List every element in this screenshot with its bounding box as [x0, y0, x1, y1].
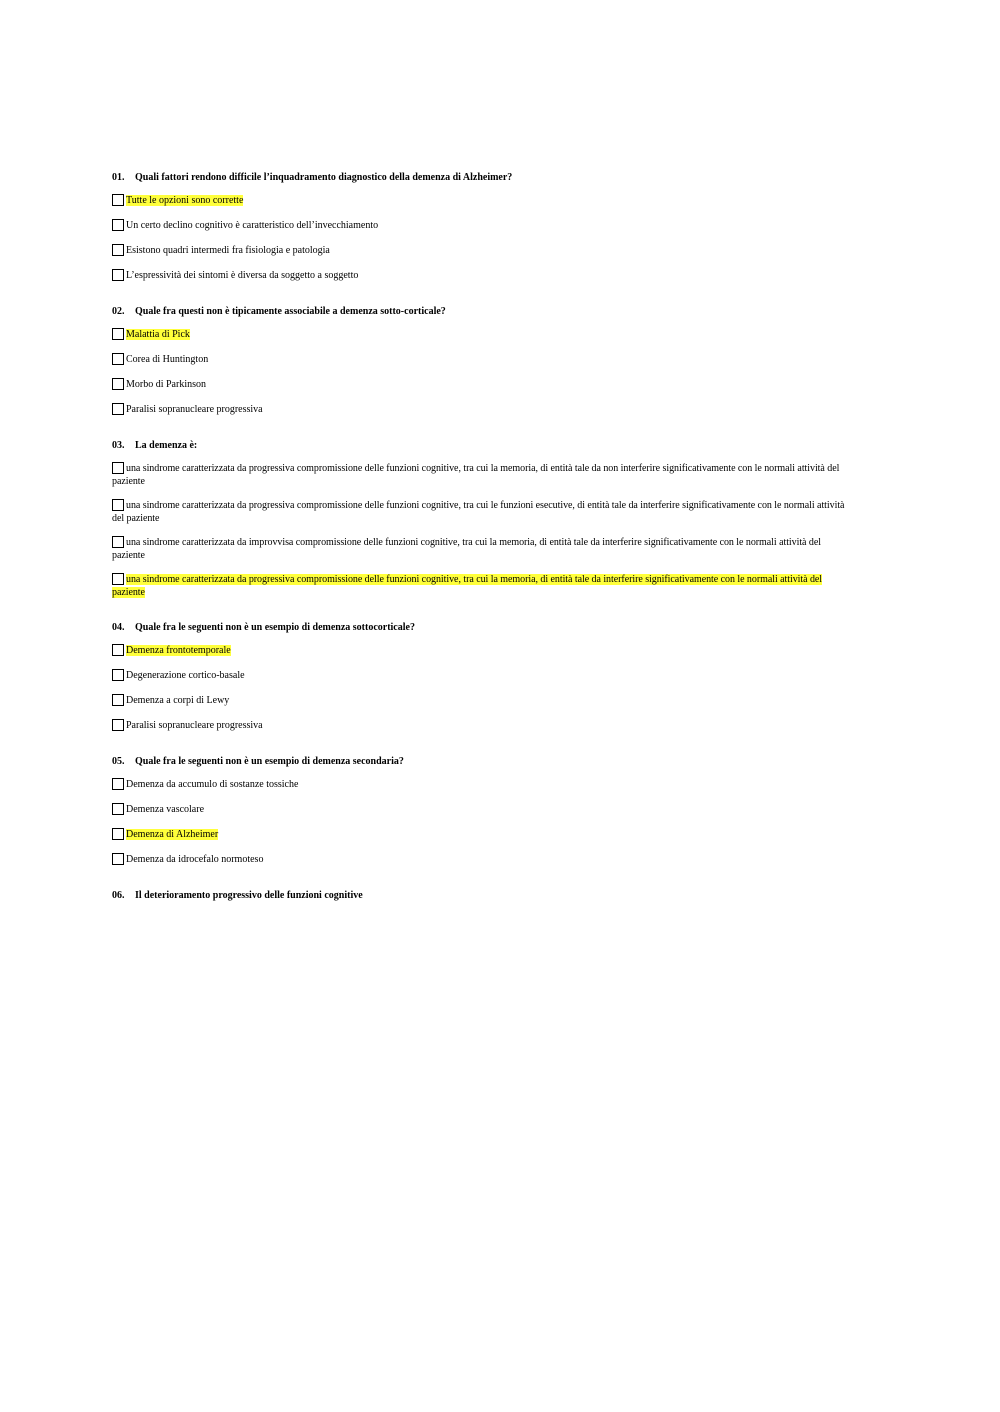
answer-option[interactable]: [112, 694, 852, 708]
answer-checkbox[interactable]: [112, 194, 124, 206]
question-01: [112, 171, 852, 283]
answer-text: una sindrome caratterizzata da improvvisa compromissione delle funzioni cognitive, tra cui la memoria, di entità tale da interferire significativamente con le normali attività del paziente: [112, 537, 821, 561]
answer-option[interactable]: [112, 803, 852, 817]
answer-text-highlighted: Malattia di Pick: [126, 329, 190, 340]
answer-checkbox[interactable]: [112, 719, 124, 731]
answer-option[interactable]: [112, 269, 852, 283]
answer-option[interactable]: [112, 378, 852, 392]
question-number: 05.: [112, 756, 125, 767]
answer-checkbox[interactable]: [112, 694, 124, 706]
answer-text: Corea di Huntington: [126, 354, 209, 365]
answer-option[interactable]: [112, 778, 852, 792]
answer-option[interactable]: [112, 853, 852, 867]
answer-text: Esistono quadri intermedi fra fisiologia e patologia: [126, 245, 330, 256]
answer-text: Demenza vascolare: [126, 804, 205, 815]
answer-checkbox[interactable]: [112, 669, 124, 681]
answer-option[interactable]: [112, 719, 852, 733]
answer-text: Degenerazione cortico-basale: [126, 670, 245, 681]
answer-checkbox[interactable]: [112, 328, 124, 340]
answer-checkbox[interactable]: [112, 353, 124, 365]
question-text: Il deterioramento progressivo delle funzioni cognitive: [135, 890, 363, 901]
answer-option[interactable]: [112, 669, 852, 683]
question-title: [112, 621, 852, 635]
question-03: [112, 439, 852, 599]
answer-checkbox[interactable]: [112, 573, 124, 585]
answer-text: Demenza da accumulo di sostanze tossiche: [126, 779, 299, 790]
answer-option[interactable]: [112, 353, 852, 367]
question-05: [112, 755, 852, 867]
answer-option[interactable]: [112, 244, 852, 258]
answer-text: Paralisi sopranucleare progressiva: [126, 404, 263, 415]
answer-text: Un certo declino cognitivo è caratteristico dell’invecchiamento: [126, 220, 379, 231]
answer-text: Demenza da idrocefalo normoteso: [126, 854, 264, 865]
answer-checkbox[interactable]: [112, 644, 124, 656]
question-number: 03.: [112, 440, 125, 451]
answer-text-highlighted: una sindrome caratterizzata da progressiva compromissione delle funzioni cognitive, tra cui la memoria, di entità tale da interferire significativamente con le normali attività del paziente: [112, 574, 823, 598]
question-title: [112, 439, 852, 453]
answer-text-highlighted: Demenza frontotemporale: [126, 645, 231, 656]
answer-checkbox[interactable]: [112, 269, 124, 281]
question-number: 06.: [112, 890, 125, 901]
answer-option[interactable]: [112, 644, 852, 658]
document-page: [112, 171, 852, 925]
answer-text-highlighted: Demenza di Alzheimer: [126, 829, 219, 840]
answer-option[interactable]: [112, 499, 852, 525]
answer-checkbox[interactable]: [112, 244, 124, 256]
answer-text-highlighted: Tutte le opzioni sono corrette: [126, 195, 244, 206]
question-number: 01.: [112, 172, 125, 183]
answer-checkbox[interactable]: [112, 403, 124, 415]
answer-option[interactable]: [112, 828, 852, 842]
answer-checkbox[interactable]: [112, 853, 124, 865]
question-text: Quale fra questi non è tipicamente associabile a demenza sotto-corticale?: [135, 306, 446, 317]
answer-checkbox[interactable]: [112, 462, 124, 474]
answer-checkbox[interactable]: [112, 219, 124, 231]
question-02: [112, 305, 852, 417]
answer-text: Demenza a corpi di Lewy: [126, 695, 230, 706]
answer-checkbox[interactable]: [112, 828, 124, 840]
question-06: [112, 889, 852, 903]
answer-checkbox[interactable]: [112, 378, 124, 390]
answer-checkbox[interactable]: [112, 536, 124, 548]
answer-option[interactable]: [112, 536, 852, 562]
answer-text: Paralisi sopranucleare progressiva: [126, 720, 263, 731]
answer-checkbox[interactable]: [112, 803, 124, 815]
answer-option[interactable]: [112, 219, 852, 233]
answer-text: una sindrome caratterizzata da progressiva compromissione delle funzioni cognitive, tra cui la memoria, di entità tale da non interferire significativamente con le normali attività del paziente: [112, 463, 840, 487]
question-04: [112, 621, 852, 733]
answer-option[interactable]: [112, 573, 852, 599]
question-title: [112, 171, 852, 185]
question-number: 02.: [112, 306, 125, 317]
question-text: Quale fra le seguenti non è un esempio di demenza secondaria?: [135, 756, 404, 767]
question-title: [112, 755, 852, 769]
answer-checkbox[interactable]: [112, 778, 124, 790]
question-title: [112, 305, 852, 319]
answer-checkbox[interactable]: [112, 499, 124, 511]
answer-option[interactable]: [112, 328, 852, 342]
question-text: La demenza è:: [135, 440, 198, 451]
answer-option[interactable]: [112, 194, 852, 208]
answer-option[interactable]: [112, 462, 852, 488]
answer-text: Morbo di Parkinson: [126, 379, 206, 390]
question-text: Quale fra le seguenti non è un esempio di demenza sottocorticale?: [135, 622, 415, 633]
question-number: 04.: [112, 622, 125, 633]
answer-text: una sindrome caratterizzata da progressiva compromissione delle funzioni cognitive, tra cui le funzioni esecutive, di entità tale da interferire significativamente con le normali attività del paziente: [112, 500, 845, 524]
answer-text: L’espressività dei sintomi è diversa da soggetto a soggetto: [126, 270, 359, 281]
answer-option[interactable]: [112, 403, 852, 417]
question-title: [112, 889, 852, 903]
question-text: Quali fattori rendono difficile l’inquadramento diagnostico della demenza di Alzheimer?: [135, 172, 513, 183]
